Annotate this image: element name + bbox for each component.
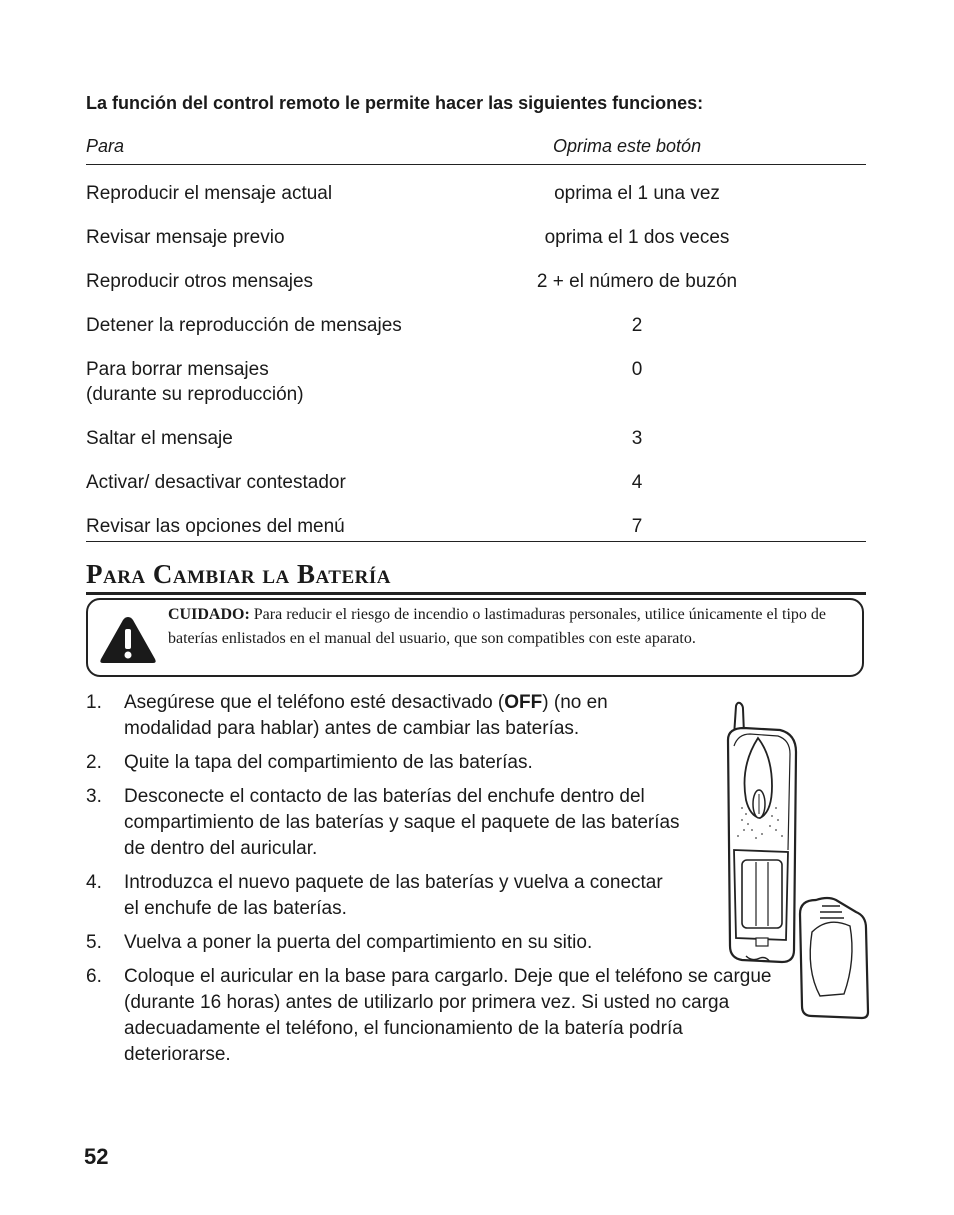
table-row (86, 269, 866, 294)
header-action: Para (86, 136, 125, 156)
row-action: Detener la reproducción de mensajes (86, 315, 402, 336)
step-number: 5. (86, 932, 102, 953)
row-action: Saltar el mensaje (86, 428, 233, 449)
row-button: 2 (631, 315, 643, 336)
row-action (86, 357, 506, 407)
row-action: Reproducir el mensaje actual (86, 183, 333, 204)
table-row (86, 313, 866, 338)
step-text: Desconecte el contacto de las baterías del enchufe dentro del compartimiento de las baterías y saque el paquete de las baterías de dentro del auricular. (124, 786, 680, 859)
step-text: Vuelva a poner la puerta del compartimiento en su sitio. (124, 932, 593, 953)
table-row (86, 426, 866, 451)
caution-label: CUIDADO: (168, 606, 250, 623)
intro-text: La función del control remoto le permite hacer las siguientes funciones: (86, 93, 704, 113)
row-action: Activar/ desactivar contestador (86, 472, 346, 493)
header-button: Oprima este botón (553, 136, 702, 156)
step-number: 4. (86, 872, 102, 893)
warning-icon (98, 614, 158, 666)
table-row (86, 357, 866, 407)
list-item (86, 870, 664, 922)
step-text (124, 692, 608, 739)
list-item (86, 964, 784, 1068)
row-action-line1: Para borrar mensajes (86, 359, 269, 380)
section-heading: Para Cambiar la Batería (86, 557, 866, 595)
list-item (86, 930, 704, 956)
caution-box (86, 598, 864, 677)
row-action: Reproducir otros mensajes (86, 271, 314, 292)
remote-functions-table (86, 135, 866, 542)
table-row (86, 225, 866, 250)
table-body (86, 181, 866, 542)
row-button: 4 (631, 472, 643, 493)
list-item (86, 750, 684, 776)
table-header (86, 135, 866, 165)
list-item (86, 784, 686, 862)
row-action-line2: (durante su reproducción) (86, 384, 304, 405)
step-text-bold: OFF (504, 692, 543, 713)
row-button: oprima el 1 dos veces (544, 227, 730, 248)
row-action: Revisar mensaje previo (86, 227, 285, 248)
caution-text (168, 603, 858, 651)
row-button: oprima el 1 una vez (554, 183, 720, 204)
handset-battery-illustration (716, 700, 872, 1022)
row-button: 2 + el número de buzón (536, 271, 738, 292)
table-row (86, 514, 866, 539)
table-row (86, 181, 866, 206)
step-text-post: ) (no en modalidad para hablar) antes de cambiar las baterías. (124, 692, 608, 739)
list-item (86, 690, 684, 742)
step-number: 6. (86, 966, 102, 987)
row-action: Revisar las opciones del menú (86, 516, 345, 537)
page-number: 52 (84, 1144, 109, 1169)
step-number: 2. (86, 752, 102, 773)
step-text: Introduzca el nuevo paquete de las baterías y vuelva a conectar el enchufe de las baterías. (124, 872, 663, 919)
step-text-pre: Asegúrese que el teléfono esté desactivado ( (124, 692, 505, 713)
step-text: Quite la tapa del compartimiento de las baterías. (124, 752, 533, 773)
step-number: 1. (86, 692, 102, 713)
caution-body: Para reducir el riesgo de incendio o lastimaduras personales, utilice únicamente el tipo de baterías enlistados en el manual del usuario, que son compatibles con este aparato. (168, 606, 827, 647)
steps-list (86, 690, 772, 1076)
table-row (86, 470, 866, 495)
row-button: 3 (631, 428, 643, 449)
step-number: 3. (86, 786, 102, 807)
row-button: 7 (631, 516, 643, 537)
row-button: 0 (631, 359, 643, 380)
step-text: Coloque el auricular en la base para cargarlo. Deje que el teléfono se cargue (durante 16 horas) antes de utilizarlo por primera vez. Si usted no carga adecuadamente el teléfono, el funcionamiento de la batería podría deteriorarse. (124, 966, 772, 1065)
